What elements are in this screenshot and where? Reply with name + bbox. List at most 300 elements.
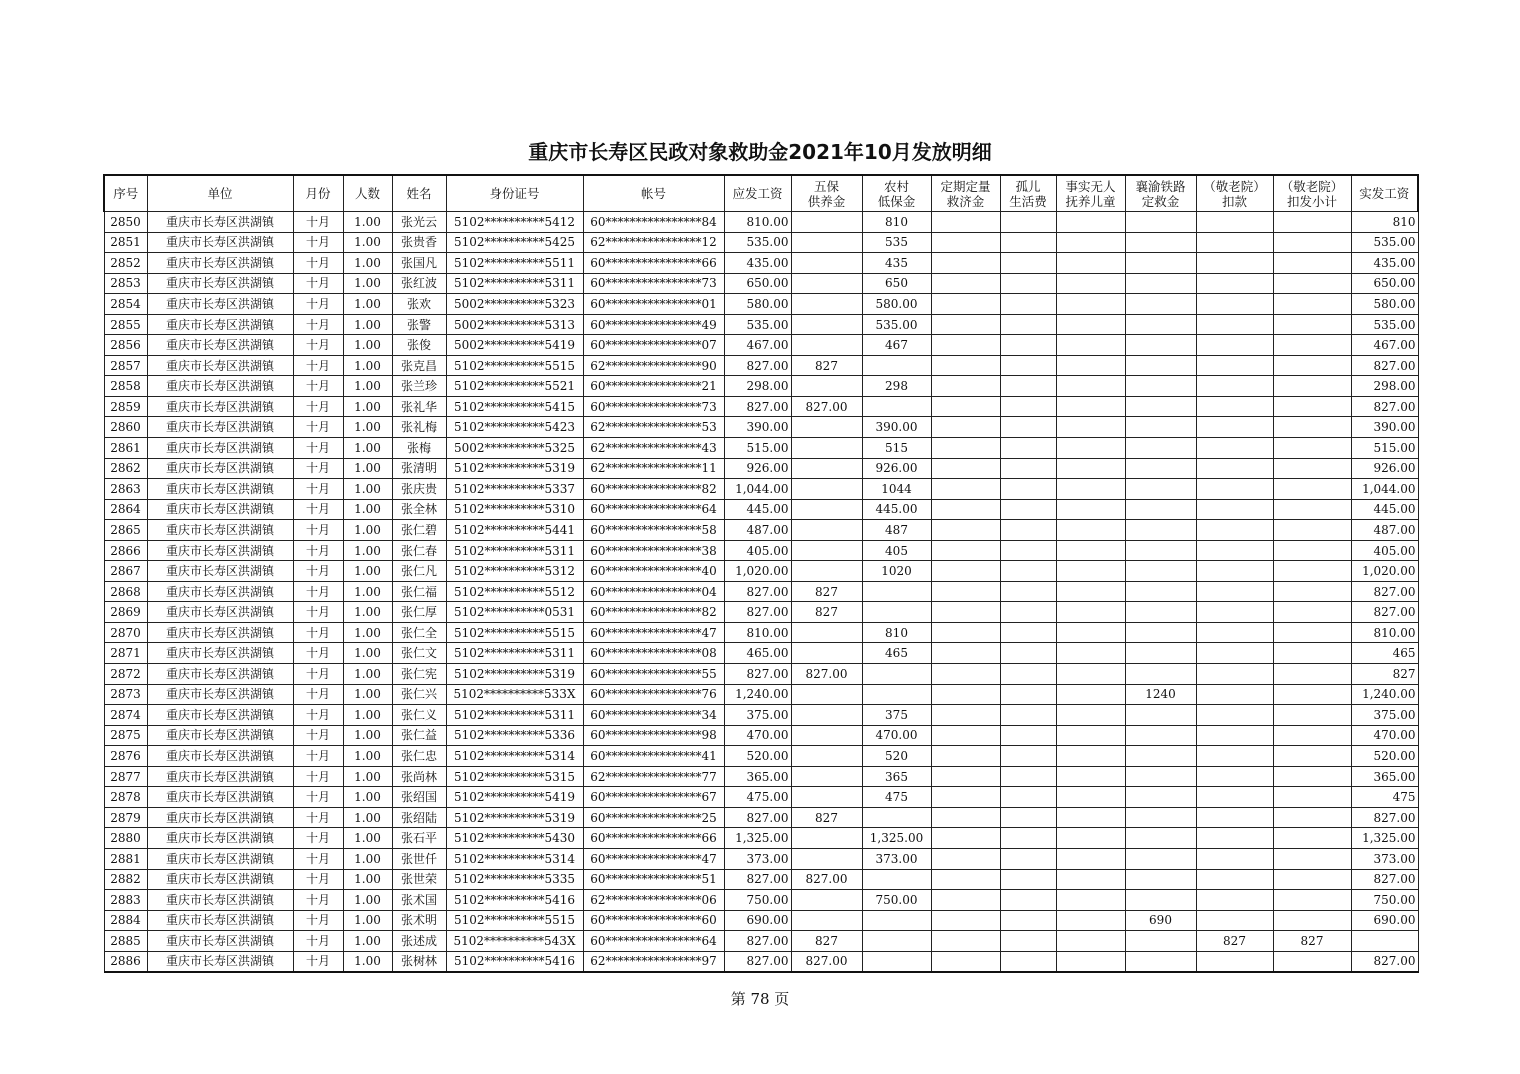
table-cell: 1.00	[343, 479, 392, 500]
page-number: 第 78 页	[730, 990, 790, 1008]
table-cell: 520.00	[724, 746, 791, 767]
table-cell: 62****************06	[583, 890, 724, 911]
table-cell	[1196, 643, 1273, 664]
table-cell	[791, 376, 862, 397]
table-cell: 1.00	[343, 396, 392, 417]
table-cell: 535.00	[1351, 232, 1418, 253]
table-cell: 十月	[293, 746, 343, 767]
table-cell: 重庆市长寿区洪湖镇	[147, 807, 293, 828]
table-cell	[1056, 828, 1125, 849]
table-cell	[1273, 705, 1351, 726]
table-cell: 重庆市长寿区洪湖镇	[147, 664, 293, 685]
table-cell	[1125, 766, 1196, 787]
table-cell: 810	[862, 212, 931, 233]
table-cell: 重庆市长寿区洪湖镇	[147, 520, 293, 541]
table-cell: 60****************34	[583, 705, 724, 726]
table-cell: 475	[1351, 787, 1418, 808]
table-cell: 重庆市长寿区洪湖镇	[147, 561, 293, 582]
table-cell: 十月	[293, 705, 343, 726]
table-cell	[1125, 540, 1196, 561]
table-row	[104, 561, 1418, 582]
table-cell: 2877	[104, 766, 147, 787]
table-cell: 60****************25	[583, 807, 724, 828]
table-row	[104, 540, 1418, 561]
table-cell	[1125, 458, 1196, 479]
table-cell	[931, 890, 1000, 911]
table-cell: 5102**********5319	[446, 664, 583, 685]
table-cell	[931, 581, 1000, 602]
table-cell: 重庆市长寿区洪湖镇	[147, 499, 293, 520]
table-cell	[1056, 951, 1125, 972]
table-cell: 张仁益	[392, 725, 446, 746]
table-cell: 5102**********5412	[446, 212, 583, 233]
table-cell	[1000, 787, 1056, 808]
table-cell	[1196, 869, 1273, 890]
table-cell: 十月	[293, 376, 343, 397]
table-cell	[862, 355, 931, 376]
table-cell: 张庆贵	[392, 479, 446, 500]
table-cell	[1056, 561, 1125, 582]
table-cell	[1056, 314, 1125, 335]
table-cell: 926.00	[862, 458, 931, 479]
table-cell: 2860	[104, 417, 147, 438]
table-cell	[1273, 294, 1351, 315]
table-row	[104, 622, 1418, 643]
table-cell	[1056, 725, 1125, 746]
table-cell: 5102**********5337	[446, 479, 583, 500]
table-cell	[1273, 273, 1351, 294]
table-cell: 重庆市长寿区洪湖镇	[147, 479, 293, 500]
table-cell	[1056, 664, 1125, 685]
table-cell	[1273, 438, 1351, 459]
table-cell: 1.00	[343, 951, 392, 972]
table-cell: 373.00	[1351, 848, 1418, 869]
table-cell	[1056, 273, 1125, 294]
table-cell: 张仁忠	[392, 746, 446, 767]
table-cell: 650.00	[1351, 273, 1418, 294]
table-cell	[1273, 499, 1351, 520]
table-cell	[1125, 561, 1196, 582]
table-cell: 5102**********5425	[446, 232, 583, 253]
table-cell: 重庆市长寿区洪湖镇	[147, 335, 293, 356]
table-cell	[791, 890, 862, 911]
table-cell: 60****************64	[583, 499, 724, 520]
table-cell: 张国凡	[392, 253, 446, 274]
table-cell: 重庆市长寿区洪湖镇	[147, 602, 293, 623]
table-cell	[1196, 602, 1273, 623]
table-cell	[1056, 540, 1125, 561]
table-cell: 十月	[293, 355, 343, 376]
table-cell	[1125, 273, 1196, 294]
table-cell: 重庆市长寿区洪湖镇	[147, 766, 293, 787]
table-row	[104, 314, 1418, 335]
table-cell	[1000, 540, 1056, 561]
table-cell	[1000, 848, 1056, 869]
table-cell: 重庆市长寿区洪湖镇	[147, 643, 293, 664]
table-cell: 1.00	[343, 232, 392, 253]
table-cell: 580.00	[862, 294, 931, 315]
table-cell	[1056, 335, 1125, 356]
table-cell: 467.00	[724, 335, 791, 356]
table-cell: 重庆市长寿区洪湖镇	[147, 253, 293, 274]
table-cell	[1125, 232, 1196, 253]
table-cell: 5102**********5311	[446, 540, 583, 561]
table-cell	[1056, 643, 1125, 664]
table-cell: 重庆市长寿区洪湖镇	[147, 294, 293, 315]
table-cell	[931, 766, 1000, 787]
table-cell: 62****************97	[583, 951, 724, 972]
table-cell: 827.00	[724, 931, 791, 952]
table-cell: 470.00	[862, 725, 931, 746]
table-cell: 张仁义	[392, 705, 446, 726]
table-cell: 张全林	[392, 499, 446, 520]
table-cell: 十月	[293, 438, 343, 459]
table-cell: 十月	[293, 951, 343, 972]
table-cell	[931, 869, 1000, 890]
table-cell	[931, 664, 1000, 685]
table-cell: 十月	[293, 335, 343, 356]
table-cell: 827	[791, 581, 862, 602]
column-header: 孤儿 生活费	[1000, 175, 1056, 212]
table-cell	[1000, 581, 1056, 602]
table-cell: 十月	[293, 458, 343, 479]
table-cell	[1196, 232, 1273, 253]
table-row	[104, 396, 1418, 417]
table-row	[104, 581, 1418, 602]
table-cell	[1000, 335, 1056, 356]
table-cell: 60****************49	[583, 314, 724, 335]
table-cell: 2870	[104, 622, 147, 643]
table-cell: 重庆市长寿区洪湖镇	[147, 438, 293, 459]
table-cell: 1,044.00	[724, 479, 791, 500]
table-cell: 1.00	[343, 910, 392, 931]
table-row	[104, 355, 1418, 376]
column-header: 月份	[293, 175, 343, 212]
table-cell	[1000, 602, 1056, 623]
table-cell	[791, 232, 862, 253]
table-cell: 张光云	[392, 212, 446, 233]
table-cell	[1273, 766, 1351, 787]
table-cell: 2886	[104, 951, 147, 972]
table-cell: 1020	[862, 561, 931, 582]
table-cell	[1000, 951, 1056, 972]
table-cell	[1196, 622, 1273, 643]
table-cell: 重庆市长寿区洪湖镇	[147, 787, 293, 808]
table-cell: 5102**********5515	[446, 622, 583, 643]
table-row	[104, 438, 1418, 459]
table-cell	[1125, 705, 1196, 726]
table-cell: 487	[862, 520, 931, 541]
table-row	[104, 499, 1418, 520]
table-cell: 张红波	[392, 273, 446, 294]
table-cell	[791, 643, 862, 664]
table-cell: 十月	[293, 664, 343, 685]
table-cell	[1273, 746, 1351, 767]
table-cell: 810	[862, 622, 931, 643]
table-cell: 重庆市长寿区洪湖镇	[147, 581, 293, 602]
table-cell: 5002**********5323	[446, 294, 583, 315]
table-cell	[1056, 705, 1125, 726]
table-cell	[1273, 910, 1351, 931]
table-row	[104, 684, 1418, 705]
table-cell: 487.00	[724, 520, 791, 541]
table-cell: 475	[862, 787, 931, 808]
table-cell: 张警	[392, 314, 446, 335]
table-cell	[1000, 622, 1056, 643]
table-cell	[1000, 931, 1056, 952]
table-cell	[1056, 746, 1125, 767]
table-cell	[931, 458, 1000, 479]
table-cell	[1196, 396, 1273, 417]
table-cell: 张术国	[392, 890, 446, 911]
table-cell: 5102**********5515	[446, 910, 583, 931]
table-cell: 690.00	[724, 910, 791, 931]
table-cell: 十月	[293, 890, 343, 911]
table-cell	[1273, 479, 1351, 500]
table-cell: 2861	[104, 438, 147, 459]
table-cell	[1196, 253, 1273, 274]
table-cell	[1273, 540, 1351, 561]
table-cell	[1000, 294, 1056, 315]
table-cell	[1125, 294, 1196, 315]
table-cell: 926.00	[724, 458, 791, 479]
table-cell	[1125, 664, 1196, 685]
table-cell: 580.00	[1351, 294, 1418, 315]
column-header: 事实无人 抚养儿童	[1056, 175, 1125, 212]
column-header: 身份证号	[446, 175, 583, 212]
table-cell	[1273, 335, 1351, 356]
table-cell: 十月	[293, 643, 343, 664]
table-cell: 重庆市长寿区洪湖镇	[147, 376, 293, 397]
table-row	[104, 766, 1418, 787]
table-cell: 张欢	[392, 294, 446, 315]
table-cell	[791, 828, 862, 849]
table-cell: 515.00	[724, 438, 791, 459]
table-cell: 十月	[293, 807, 343, 828]
table-cell: 十月	[293, 787, 343, 808]
table-cell: 1.00	[343, 581, 392, 602]
table-cell	[1000, 314, 1056, 335]
table-cell: 2878	[104, 787, 147, 808]
table-cell: 827	[1273, 931, 1351, 952]
table-cell: 365.00	[724, 766, 791, 787]
table-cell: 827.00	[1351, 602, 1418, 623]
table-cell	[1000, 684, 1056, 705]
table-cell: 1.00	[343, 643, 392, 664]
table-cell: 5102**********5315	[446, 766, 583, 787]
table-cell: 60****************01	[583, 294, 724, 315]
table-cell	[1196, 705, 1273, 726]
table-cell	[931, 602, 1000, 623]
table-cell: 810.00	[1351, 622, 1418, 643]
table-cell: 十月	[293, 622, 343, 643]
column-header: 姓名	[392, 175, 446, 212]
table-cell: 张仁厚	[392, 602, 446, 623]
table-cell	[862, 807, 931, 828]
table-cell	[1125, 253, 1196, 274]
table-cell: 张术明	[392, 910, 446, 931]
table-cell: 1.00	[343, 520, 392, 541]
column-header: （敬老院） 扣发小计	[1273, 175, 1351, 212]
table-cell	[862, 396, 931, 417]
table-cell: 827.00	[724, 581, 791, 602]
table-cell: 1.00	[343, 725, 392, 746]
table-cell	[862, 664, 931, 685]
table-cell	[1000, 232, 1056, 253]
table-cell: 60****************08	[583, 643, 724, 664]
table-cell	[1056, 458, 1125, 479]
table-cell	[931, 253, 1000, 274]
table-cell: 435.00	[1351, 253, 1418, 274]
table-cell: 十月	[293, 232, 343, 253]
table-body	[104, 212, 1418, 973]
table-cell	[931, 848, 1000, 869]
table-cell: 十月	[293, 684, 343, 705]
table-cell: 470.00	[1351, 725, 1418, 746]
table-cell	[1196, 355, 1273, 376]
table-cell: 62****************11	[583, 458, 724, 479]
table-row	[104, 807, 1418, 828]
table-cell: 475.00	[724, 787, 791, 808]
table-cell: 1.00	[343, 438, 392, 459]
table-cell: 5102**********5512	[446, 581, 583, 602]
table-cell	[1196, 294, 1273, 315]
table-row	[104, 725, 1418, 746]
table-cell	[1273, 725, 1351, 746]
table-cell	[1196, 458, 1273, 479]
table-cell: 2885	[104, 931, 147, 952]
table-cell: 2857	[104, 355, 147, 376]
table-cell: 365.00	[1351, 766, 1418, 787]
table-cell	[791, 561, 862, 582]
table-row	[104, 746, 1418, 767]
column-header: 应发工资	[724, 175, 791, 212]
table-cell: 298.00	[724, 376, 791, 397]
table-cell: 827	[791, 931, 862, 952]
table-cell: 467	[862, 335, 931, 356]
table-cell: 390.00	[862, 417, 931, 438]
table-cell	[1273, 664, 1351, 685]
table-cell: 5102**********5419	[446, 787, 583, 808]
table-cell: 60****************98	[583, 725, 724, 746]
table-cell	[1056, 212, 1125, 233]
table-cell	[1196, 479, 1273, 500]
table-cell: 2862	[104, 458, 147, 479]
table-cell: 60****************67	[583, 787, 724, 808]
table-cell	[931, 622, 1000, 643]
table-cell: 60****************58	[583, 520, 724, 541]
table-cell	[1273, 458, 1351, 479]
table-cell: 827.00	[1351, 396, 1418, 417]
table-cell	[1196, 540, 1273, 561]
table-cell: 60****************07	[583, 335, 724, 356]
table-cell: 5102**********5314	[446, 746, 583, 767]
table-cell	[862, 931, 931, 952]
table-cell	[1056, 848, 1125, 869]
table-cell	[931, 705, 1000, 726]
table-cell	[1196, 910, 1273, 931]
table-cell: 827.00	[791, 869, 862, 890]
table-cell	[1125, 869, 1196, 890]
table-cell: 1.00	[343, 376, 392, 397]
table-cell	[1196, 746, 1273, 767]
table-cell: 重庆市长寿区洪湖镇	[147, 828, 293, 849]
table-cell: 690	[1125, 910, 1196, 931]
table-cell	[931, 355, 1000, 376]
column-header: 农村 低保金	[862, 175, 931, 212]
table-cell: 重庆市长寿区洪湖镇	[147, 232, 293, 253]
table-cell: 2874	[104, 705, 147, 726]
table-cell: 1.00	[343, 602, 392, 623]
table-cell: 5102**********5430	[446, 828, 583, 849]
table-cell	[1273, 314, 1351, 335]
table-cell: 1.00	[343, 869, 392, 890]
table-cell: 1,240.00	[1351, 684, 1418, 705]
table-cell: 重庆市长寿区洪湖镇	[147, 910, 293, 931]
table-cell	[931, 951, 1000, 972]
table-cell: 60****************73	[583, 273, 724, 294]
table-cell	[931, 479, 1000, 500]
table-cell: 60****************47	[583, 622, 724, 643]
table-cell: 5102**********5511	[446, 253, 583, 274]
table-cell: 张述成	[392, 931, 446, 952]
table-cell: 1.00	[343, 314, 392, 335]
column-header: 定期定量 救济金	[931, 175, 1000, 212]
table-cell: 张仁碧	[392, 520, 446, 541]
table-cell: 2866	[104, 540, 147, 561]
table-cell	[1125, 931, 1196, 952]
table-cell	[791, 499, 862, 520]
table-cell: 重庆市长寿区洪湖镇	[147, 931, 293, 952]
table-cell: 535	[862, 232, 931, 253]
table-cell	[1000, 725, 1056, 746]
table-cell: 重庆市长寿区洪湖镇	[147, 746, 293, 767]
table-cell	[1000, 212, 1056, 233]
table-cell	[1125, 951, 1196, 972]
table-cell: 373.00	[724, 848, 791, 869]
table-cell: 375	[862, 705, 931, 726]
table-cell	[1125, 335, 1196, 356]
table-cell: 1.00	[343, 890, 392, 911]
table-cell: 62****************90	[583, 355, 724, 376]
table-cell	[1273, 396, 1351, 417]
table-cell	[862, 910, 931, 931]
table-row	[104, 479, 1418, 500]
table-cell	[1273, 828, 1351, 849]
table-cell	[1056, 622, 1125, 643]
table-cell	[1000, 458, 1056, 479]
table-cell: 十月	[293, 294, 343, 315]
table-cell	[1056, 869, 1125, 890]
table-cell	[1196, 561, 1273, 582]
table-cell: 5102**********5336	[446, 725, 583, 746]
table-row	[104, 273, 1418, 294]
table-cell: 5002**********5313	[446, 314, 583, 335]
table-cell: 827.00	[724, 664, 791, 685]
table-cell: 750.00	[1351, 890, 1418, 911]
table-cell: 298	[862, 376, 931, 397]
table-row	[104, 602, 1418, 623]
table-cell: 张尚林	[392, 766, 446, 787]
table-cell: 1.00	[343, 684, 392, 705]
table-cell	[1000, 890, 1056, 911]
table-cell: 1,020.00	[724, 561, 791, 582]
table-cell: 1.00	[343, 848, 392, 869]
table-cell: 60****************41	[583, 746, 724, 767]
table-row	[104, 869, 1418, 890]
table-cell: 827.00	[791, 664, 862, 685]
table-cell: 827.00	[724, 355, 791, 376]
